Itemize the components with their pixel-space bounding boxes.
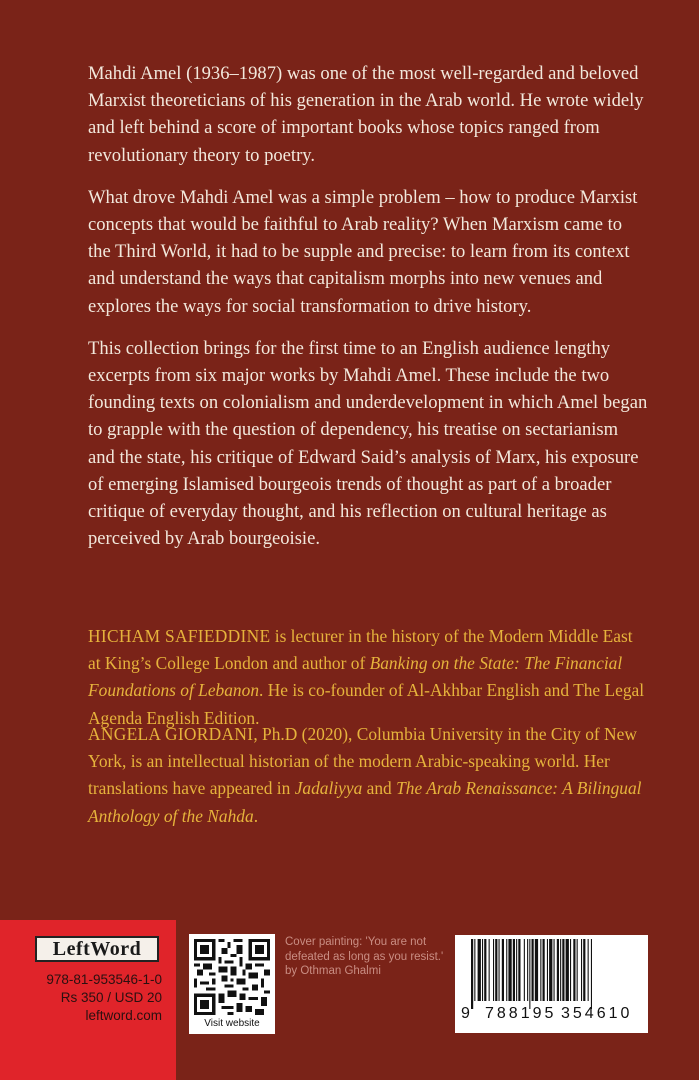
barcode-bar xyxy=(471,939,473,1009)
blurb-paragraph-3: This collection brings for the first time to an English audience lengthy excerpts from six major works by Mahdi Amel. These include the two founding texts on colonialism and underdevelopment in which Amel began to grapple with the question of dependency, his treatise on sectarianism and the state, his critique of Edward Said’s analysis of Marx, his exposure of emerging Islamised bourgeois trends of thought as part of a broader critique of everyday thought, and his reflection on cultural heritage as perceived by Arab bourgeoisie. xyxy=(88,337,648,550)
barcode-bar xyxy=(557,939,559,1001)
barcode-bar xyxy=(484,939,486,1001)
author-name: HICHAM SAFIEDDINE xyxy=(88,626,271,646)
blurb-paragraph-2: What drove Mahdi Amel was a simple problem – how to produce Marxist concepts that would be faithful to Arab reality? When Marxism came to the Third World, it had to be supple and precise: to learn from its context and understand the ways that capitalism morphs into new venues and explores the ways for social transformation to drive history. xyxy=(88,186,638,317)
isbn: 978-81-953546-1-0 xyxy=(46,972,162,987)
bio-text: , Ph.D (2020), Columbia University in the City of New York, is an intellectual historian of the modern Arabic-speaking world. Her translations have appeared in xyxy=(88,724,637,799)
barcode-bar xyxy=(540,939,541,1001)
publisher-logo xyxy=(35,936,159,962)
barcode-bar xyxy=(543,939,545,1001)
barcode-bar xyxy=(502,939,504,1001)
barcode-bar xyxy=(547,939,548,1001)
barcode-bar xyxy=(506,939,507,1001)
blurb xyxy=(88,60,648,567)
barcode-bar xyxy=(583,939,585,1001)
barcode-bar xyxy=(577,939,578,1001)
barcode-digit-group-left: 788195 xyxy=(485,1005,557,1022)
author-bio-giordani xyxy=(88,721,648,830)
bio-text: and xyxy=(362,778,397,799)
barcode-bar xyxy=(588,939,589,1001)
barcode-bar xyxy=(499,939,500,1001)
bio-text: . He is co-founder of Al-Akhbar English and The Legal Agenda English Edition. xyxy=(88,680,645,728)
barcode-digit-lead: 9 xyxy=(461,1005,470,1022)
publication-title: Jadaliyya xyxy=(294,778,363,799)
qr-code-icon xyxy=(194,938,270,1016)
blurb-paragraph-1: Mahdi Amel (1936–1987) was one of the most well-regarded and beloved Marxist theoreticians of his generation in the Arab world. He wrote widely and left behind a score of important books whose topics ranged from revolutionary theory to poetry. xyxy=(88,63,644,166)
barcode-bar xyxy=(513,939,515,1001)
barcode-bar xyxy=(566,939,569,1001)
cover-painting-credit: Cover painting: 'You are not defeated as long as you resist.' by Othman Ghalmi xyxy=(285,936,444,977)
author-name: ANGELA GIORDANI xyxy=(88,724,254,744)
barcode-bar xyxy=(493,939,494,1001)
barcode-bar xyxy=(474,939,475,1001)
bio-text: is lecturer in the history of the Modern Middle East at King’s College London and author of xyxy=(88,626,633,674)
barcode-bars xyxy=(469,939,637,1009)
book-title: Banking on the State: The Financial Foundations of Lebanon xyxy=(88,653,623,701)
qr-code[interactable] xyxy=(189,934,275,1034)
barcode-bar xyxy=(532,939,534,1001)
bio-text: . xyxy=(253,805,259,826)
price: Rs 350 / USD 20 xyxy=(60,990,162,1005)
qr-caption: Visit website xyxy=(204,1018,260,1029)
barcode-bar xyxy=(527,939,528,1001)
barcode-bar xyxy=(570,939,571,1001)
publication-title: The Arab Renaissance: A Bilingual Anthology of the Nahda xyxy=(88,778,642,826)
author-bio-safieddine xyxy=(88,623,648,732)
barcode-bar xyxy=(516,939,517,1001)
barcode-bar xyxy=(508,939,511,1001)
barcode-bar xyxy=(482,939,483,1001)
publisher-website: leftword.com xyxy=(85,1008,162,1023)
barcode-bar xyxy=(560,939,561,1001)
barcode-bar xyxy=(489,939,490,1001)
barcode-bar xyxy=(554,939,555,1001)
barcode-bar xyxy=(495,939,497,1001)
publisher-logo-text: LeftWord xyxy=(52,937,142,960)
barcode-bar xyxy=(518,939,520,1001)
isbn-barcode xyxy=(455,935,648,1033)
barcode-bar xyxy=(529,939,530,1009)
barcode-bar xyxy=(591,939,592,1009)
barcode-bar xyxy=(573,939,575,1001)
barcode-bar xyxy=(581,939,582,1001)
barcode-digit-group-right: 354610 xyxy=(561,1005,633,1022)
barcode-bar xyxy=(524,939,525,1001)
barcode-bar xyxy=(549,939,552,1001)
publisher-box xyxy=(0,920,176,1080)
barcode-bar xyxy=(478,939,481,1001)
barcode-bar xyxy=(535,939,538,1001)
barcode-bar xyxy=(562,939,564,1001)
